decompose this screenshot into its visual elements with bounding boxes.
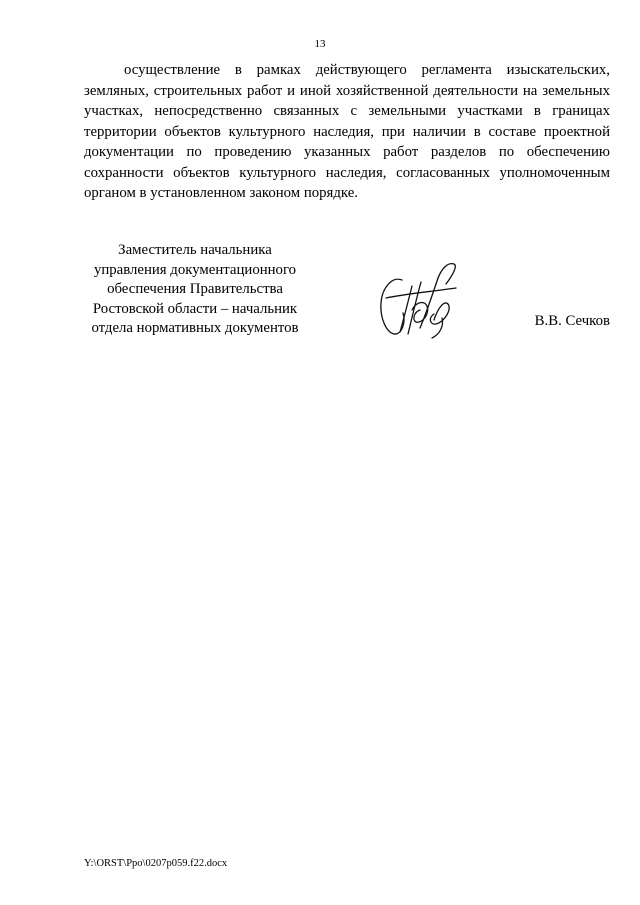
footer-file-path: Y:\ORST\Ppo\0207p059.f22.docx — [84, 858, 228, 869]
signer-name: В.В. Сечков — [534, 313, 610, 329]
body-paragraph: осуществление в рамках действующего регламента изыскательских, земляных, строительных работ и иной хозяйственной деятельности на земельных участках, непосредственно связанных с земельными участками в границах территории объектов культурного наследия, при наличии в составе проектной документации по проведению указанных работ разделов по обеспечению сохранности объектов культурного наследия, согласованных уполномоченным органом в установленном законом порядке. — [84, 62, 610, 201]
handwritten-signature — [372, 258, 464, 340]
signer-position-line: Ростовской области – начальник — [92, 300, 298, 317]
page-number: 13 — [314, 38, 326, 50]
signer-position-line: отдела нормативных документов — [91, 320, 299, 336]
signer-position-line: управления документационного — [93, 261, 297, 278]
signer-position-line: обеспечения Правительства — [107, 281, 283, 297]
signer-position-block — [84, 241, 306, 339]
signer-position-line: Заместитель начальника — [118, 242, 272, 258]
